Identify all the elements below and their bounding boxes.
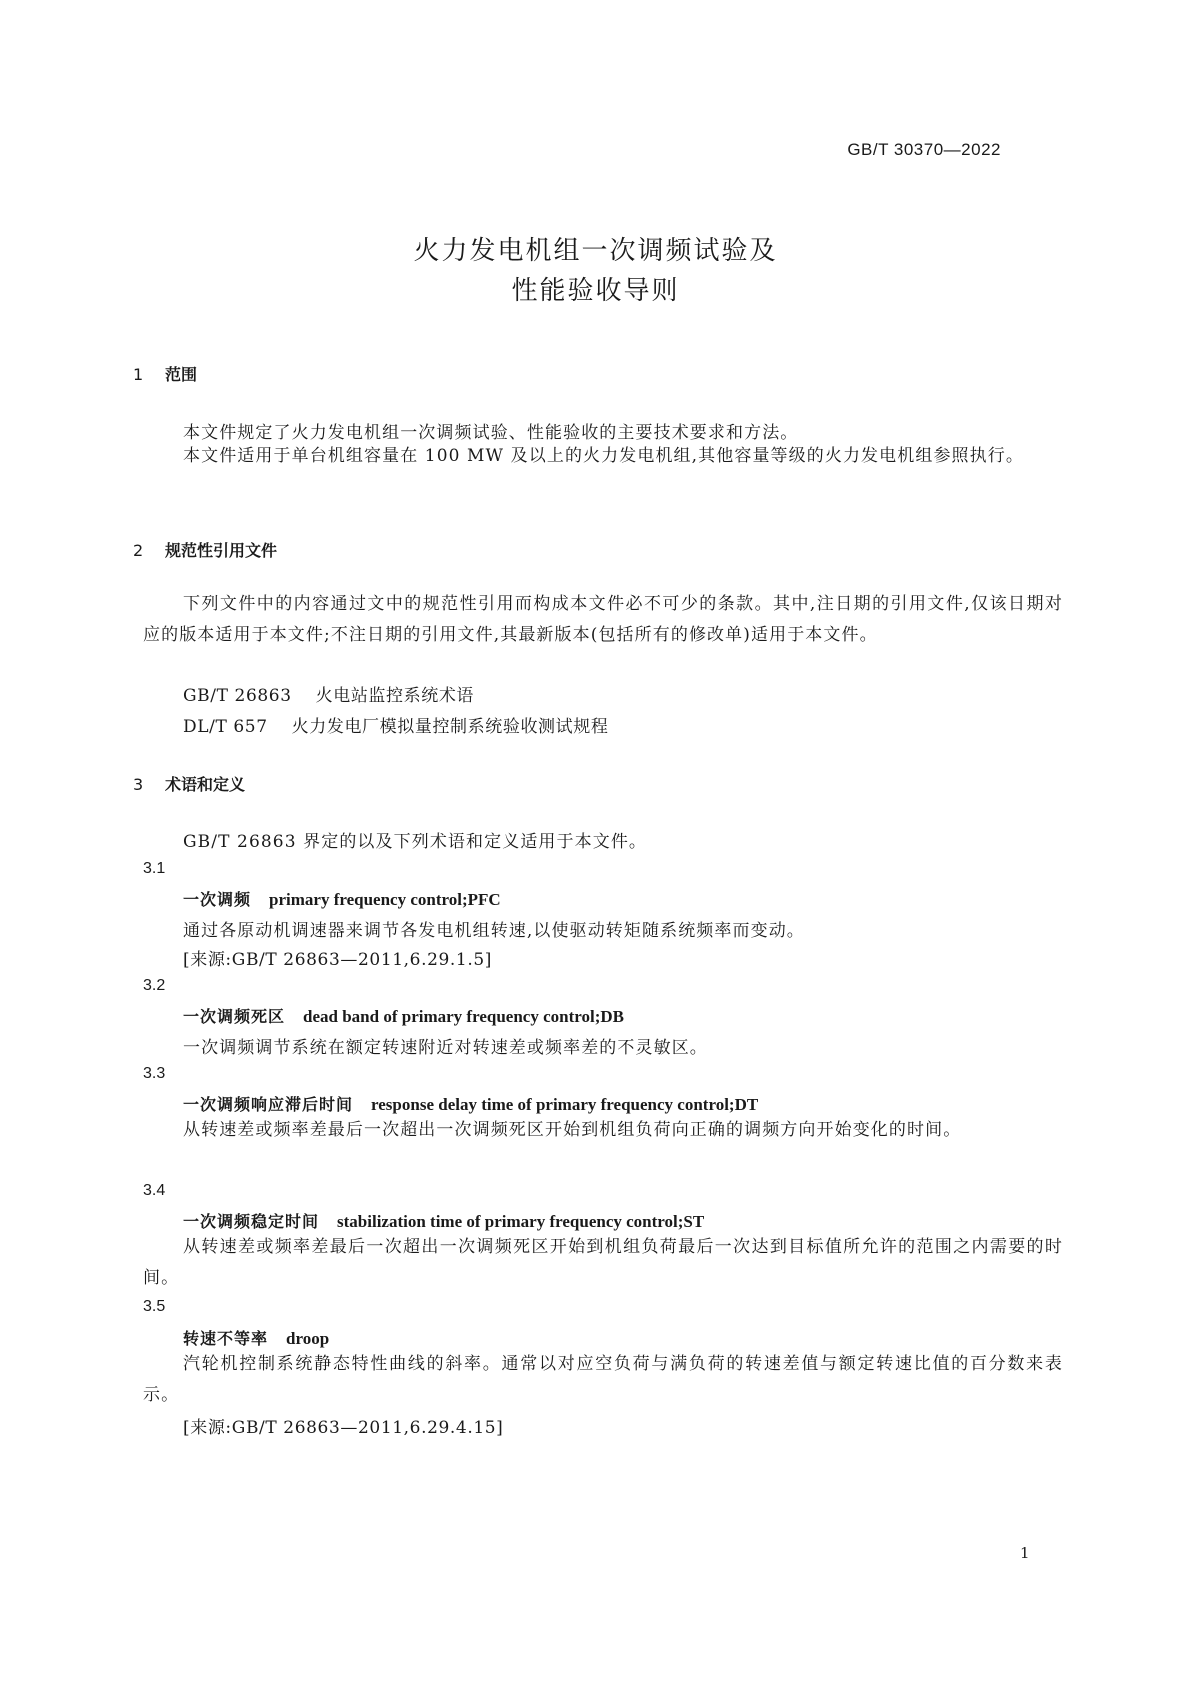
section-1-heading — [133, 362, 197, 385]
term-number: 3.4 — [143, 1182, 166, 1199]
document-title-line-1: 火力发电机组一次调频试验及 — [413, 236, 778, 266]
term-cn: 一次调频响应滞后时间 — [183, 1095, 354, 1114]
section-number: 3 — [133, 775, 144, 794]
term-en: primary frequency control;PFC — [269, 890, 501, 909]
reference-title: 火电站监控系统术语 — [315, 686, 475, 706]
term-heading — [183, 1209, 704, 1232]
section-number: 1 — [133, 365, 144, 384]
term-number: 3.3 — [143, 1065, 166, 1082]
reference-code: DL/T 657 — [183, 717, 268, 737]
term-cn: 一次调频 — [183, 890, 252, 909]
term-definition: 从转速差或频率差最后一次超出一次调频死区开始到机组负荷最后一次达到目标值所允许的范围之内需要的时间。 — [143, 1237, 1063, 1288]
term-heading — [183, 1326, 329, 1349]
term-source: [来源:GB/T 26863—2011,6.29.4.15] — [183, 1418, 504, 1438]
term-en: dead band of primary frequency control;DB — [303, 1007, 624, 1026]
term-heading — [183, 1004, 624, 1027]
term-number: 3.2 — [143, 977, 166, 994]
section-number: 2 — [133, 541, 144, 560]
term-en: response delay time of primary frequency control;DT — [371, 1095, 759, 1114]
term-en: droop — [286, 1329, 330, 1348]
normative-reference — [183, 681, 474, 706]
normative-reference — [183, 712, 608, 737]
document-title-line-2: 性能验收导则 — [511, 276, 680, 306]
term-number: 3.1 — [143, 860, 166, 877]
standard-number: GB/T 30370—2022 — [847, 140, 1001, 159]
term-heading — [183, 1092, 758, 1115]
section-title: 范围 — [165, 365, 198, 384]
page-number: 1 — [1020, 1544, 1030, 1562]
section-title: 规范性引用文件 — [165, 541, 278, 560]
term-definition: 从转速差或频率差最后一次超出一次调频死区开始到机组负荷向正确的调频方向开始变化的时间。 — [183, 1120, 962, 1140]
term-cn: 一次调频死区 — [183, 1007, 286, 1026]
section-1-paragraph-1: 本文件规定了火力发电机组一次调频试验、性能验收的主要技术要求和方法。 — [183, 423, 799, 443]
reference-code: GB/T 26863 — [183, 686, 292, 706]
term-source: [来源:GB/T 26863—2011,6.29.1.5] — [183, 950, 492, 970]
term-cn: 一次调频稳定时间 — [183, 1212, 320, 1231]
term-definition: 通过各原动机调速器来调节各发电机组转速,以使驱动转矩随系统频率而变动。 — [183, 921, 805, 941]
section-title: 术语和定义 — [165, 775, 246, 794]
reference-title: 火力发电厂模拟量控制系统验收测试规程 — [291, 717, 609, 737]
term-definition: 汽轮机控制系统静态特性曲线的斜率。通常以对应空负荷与满负荷的转速差值与额定转速比值的百分数来表示。 — [143, 1354, 1063, 1405]
term-en: stabilization time of primary frequency control;ST — [337, 1212, 705, 1231]
section-2-paragraph: 下列文件中的内容通过文中的规范性引用而构成本文件必不可少的条款。其中,注日期的引用文件,仅该日期对应的版本适用于本文件;不注日期的引用文件,其最新版本(包括所有的修改单)适用于本文件。 — [143, 594, 1063, 645]
section-1-paragraph-2: 本文件适用于单台机组容量在 100 MW 及以上的火力发电机组,其他容量等级的火力发电机组参照执行。 — [183, 446, 1024, 466]
section-2-heading — [133, 538, 277, 561]
term-cn: 转速不等率 — [183, 1329, 269, 1348]
section-3-intro: GB/T 26863 界定的以及下列术语和定义适用于本文件。 — [183, 832, 648, 852]
term-number: 3.5 — [143, 1298, 166, 1315]
term-definition: 一次调频调节系统在额定转速附近对转速差或频率差的不灵敏区。 — [183, 1038, 708, 1058]
term-heading — [183, 887, 501, 910]
section-3-heading — [133, 772, 245, 795]
